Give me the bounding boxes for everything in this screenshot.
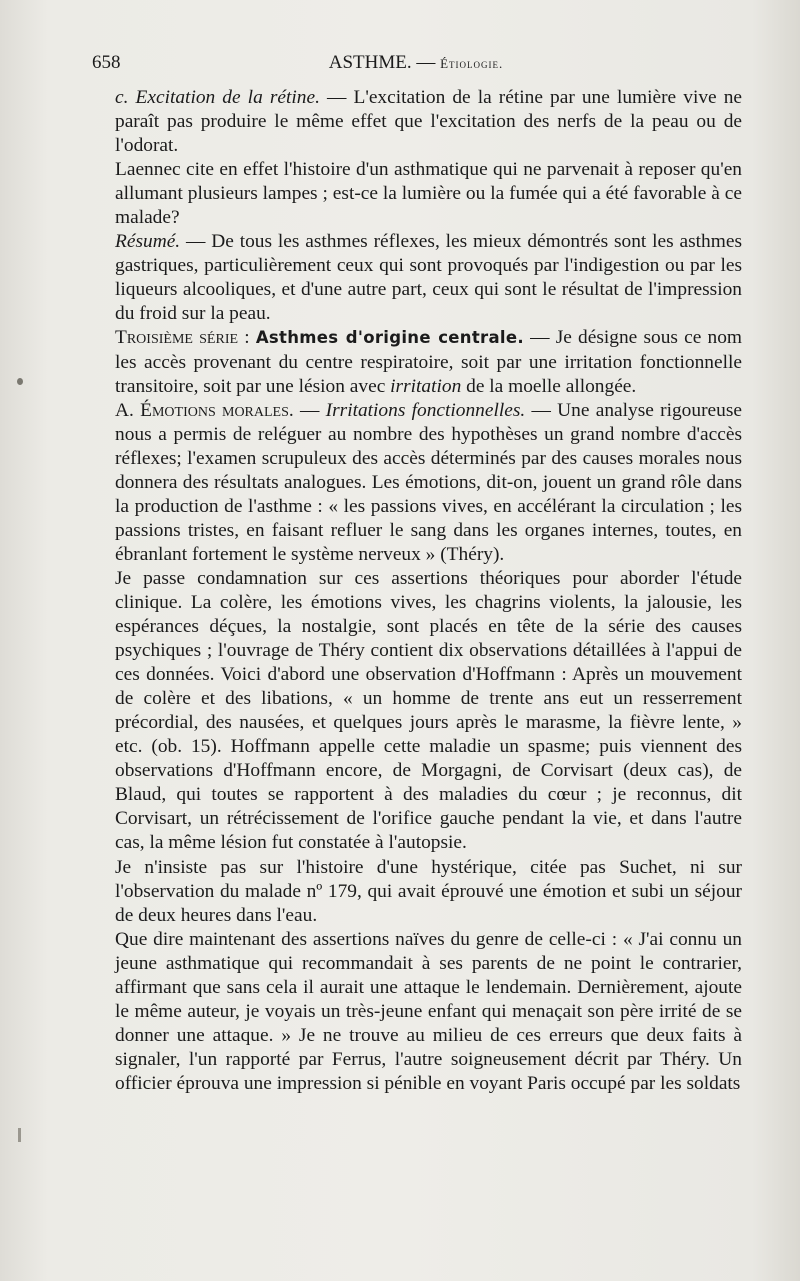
paragraph-condamnation-text: Je passe condamnation sur ces assertions théoriques pour aborder l'étude clinique. La colère, les émotions vives, les chagrins violents, la jalousie, les espérances déçues, la nostalgie, sont placés en tête de la série des causes psychiques ; l'ouvrage de Théry contient dix observations détaillées à l'appui de ces données. Voici d'abord une observation d'Hoffmann : Après un mouvement de colère et des libations, « un homme de trente ans eut un resserrement précordial, des nausées, et quelques jours après le marasme, la fièvre lente, » etc. (ob. 15). Hoffmann appelle cette maladie un spasme; puis viennent des observations d'Hoffmann encore, de Morgagni, de Corvisart (deux cas), de Blaud, qui toutes se rapportent à des maladies du cœur ; je reconnus, dit Corvisart, un rétrécissement de l'orifice gauche pendant la vie, et dans l'autre cas, la même lésion fut constatée à l'autopsie. xyxy=(115,567,742,854)
running-title xyxy=(92,52,740,74)
subsection-label-retina: c. Excitation de la rétine. xyxy=(115,87,320,108)
paragraph-third-series-text: — Je désigne sous ce nom les accès provenant du centre respiratoire, soit par une irritation fonctionnelle transitoire, soit par une lésion avec xyxy=(115,327,743,397)
irritation-emphasis: irritation xyxy=(390,375,462,397)
paragraph-hysterique-text: Je n'insiste pas sur l'histoire d'une hystérique, citée pas Suchet, ni sur l'observation du malade nº 179, qui avait éprouvé une émotion et subi un séjour de deux heures dans l'eau. xyxy=(115,856,742,926)
emotions-subtitle: Irritations fonctionnelles. xyxy=(325,399,526,421)
page-number: 658 xyxy=(92,52,121,73)
third-series-label: Troisième série : xyxy=(115,327,250,349)
body-text xyxy=(115,86,742,1096)
paragraph-retina xyxy=(115,86,742,158)
section-title: Étiologie. xyxy=(440,56,504,71)
paragraph-assertions xyxy=(115,928,742,1096)
title-dash: — xyxy=(416,52,436,73)
paragraph-condamnation xyxy=(115,567,742,856)
paragraph-assertions-text: Que dire maintenant des assertions naïves du genre de celle-ci : « J'ai connu un jeune asthmatique qui recommandait à ses parents de ne point le contrarier, affirmant que sans cela il aurait une attaque le lendemain. Dernièrement, ajoute le même auteur, je voyais un très-jeune enfant qui menaçait son père irrité de se donner une attaque. » Je ne trouve au milieu de ces erreurs que deux faits à signaler, l'un rapporté par Ferrus, l'autre soigneusement décrit par Théry. Un officier éprouva une impression si pénible en voyant Paris occupé par les soldats xyxy=(115,928,742,1094)
paragraph-emotions xyxy=(115,399,742,567)
paragraph-third-series xyxy=(115,326,742,398)
resume-label: Résumé. xyxy=(115,231,181,253)
print-speck-dot xyxy=(17,378,23,385)
paragraph-retina-text: — L'excitation de la rétine par une lumière vive ne paraît pas produire le même effet que l'excitation des nerfs de la peau ou de l'odorat. xyxy=(115,87,743,157)
third-series-heading: Asthmes d'origine centrale. xyxy=(255,328,524,348)
emotions-label: A. Émotions morales. xyxy=(115,399,294,421)
paragraph-third-series-text-end: de la moelle allongée. xyxy=(461,375,637,397)
paragraph-laennec-text: Laennec cite en effet l'histoire d'un asthmatique qui ne parvenait à reposer qu'en allumant plusieurs lampes ; est-ce la lumière ou la fumée qui a été favorable à ce malade? xyxy=(115,159,742,229)
emotions-dash: — xyxy=(293,399,326,421)
print-speck-mark xyxy=(18,1128,21,1142)
running-head xyxy=(92,52,740,76)
paragraph-hysterique xyxy=(115,856,742,928)
paragraph-emotions-text: — Une analyse rigoureuse nous a permis de reléguer au nombre des hypothèses un grand nombre d'accès réflexes; l'examen scrupuleux des accès déterminés par des causes morales nous donnera des résultats analogues. Les émotions, dit-on, jouent un grand rôle dans la production de l'asthme : « les passions vives, en accélérant la circulation ; les passions tristes, en faisant refluer le sang dans les organes internes, toutes, en ébranlant fortement le système nerveux » (Théry). xyxy=(115,399,742,565)
chapter-title: ASTHME. xyxy=(328,52,412,73)
paragraph-resume xyxy=(115,230,742,326)
paragraph-laennec xyxy=(115,158,742,230)
paragraph-resume-text: — De tous les asthmes réflexes, les mieux démontrés sont les asthmes gastriques, particulièrement ceux qui sont provoqués par l'indigestion ou par les liqueurs alcooliques, et d'une autre part, ceux qui sont le résultat de l'impression du froid sur la peau. xyxy=(115,231,742,325)
